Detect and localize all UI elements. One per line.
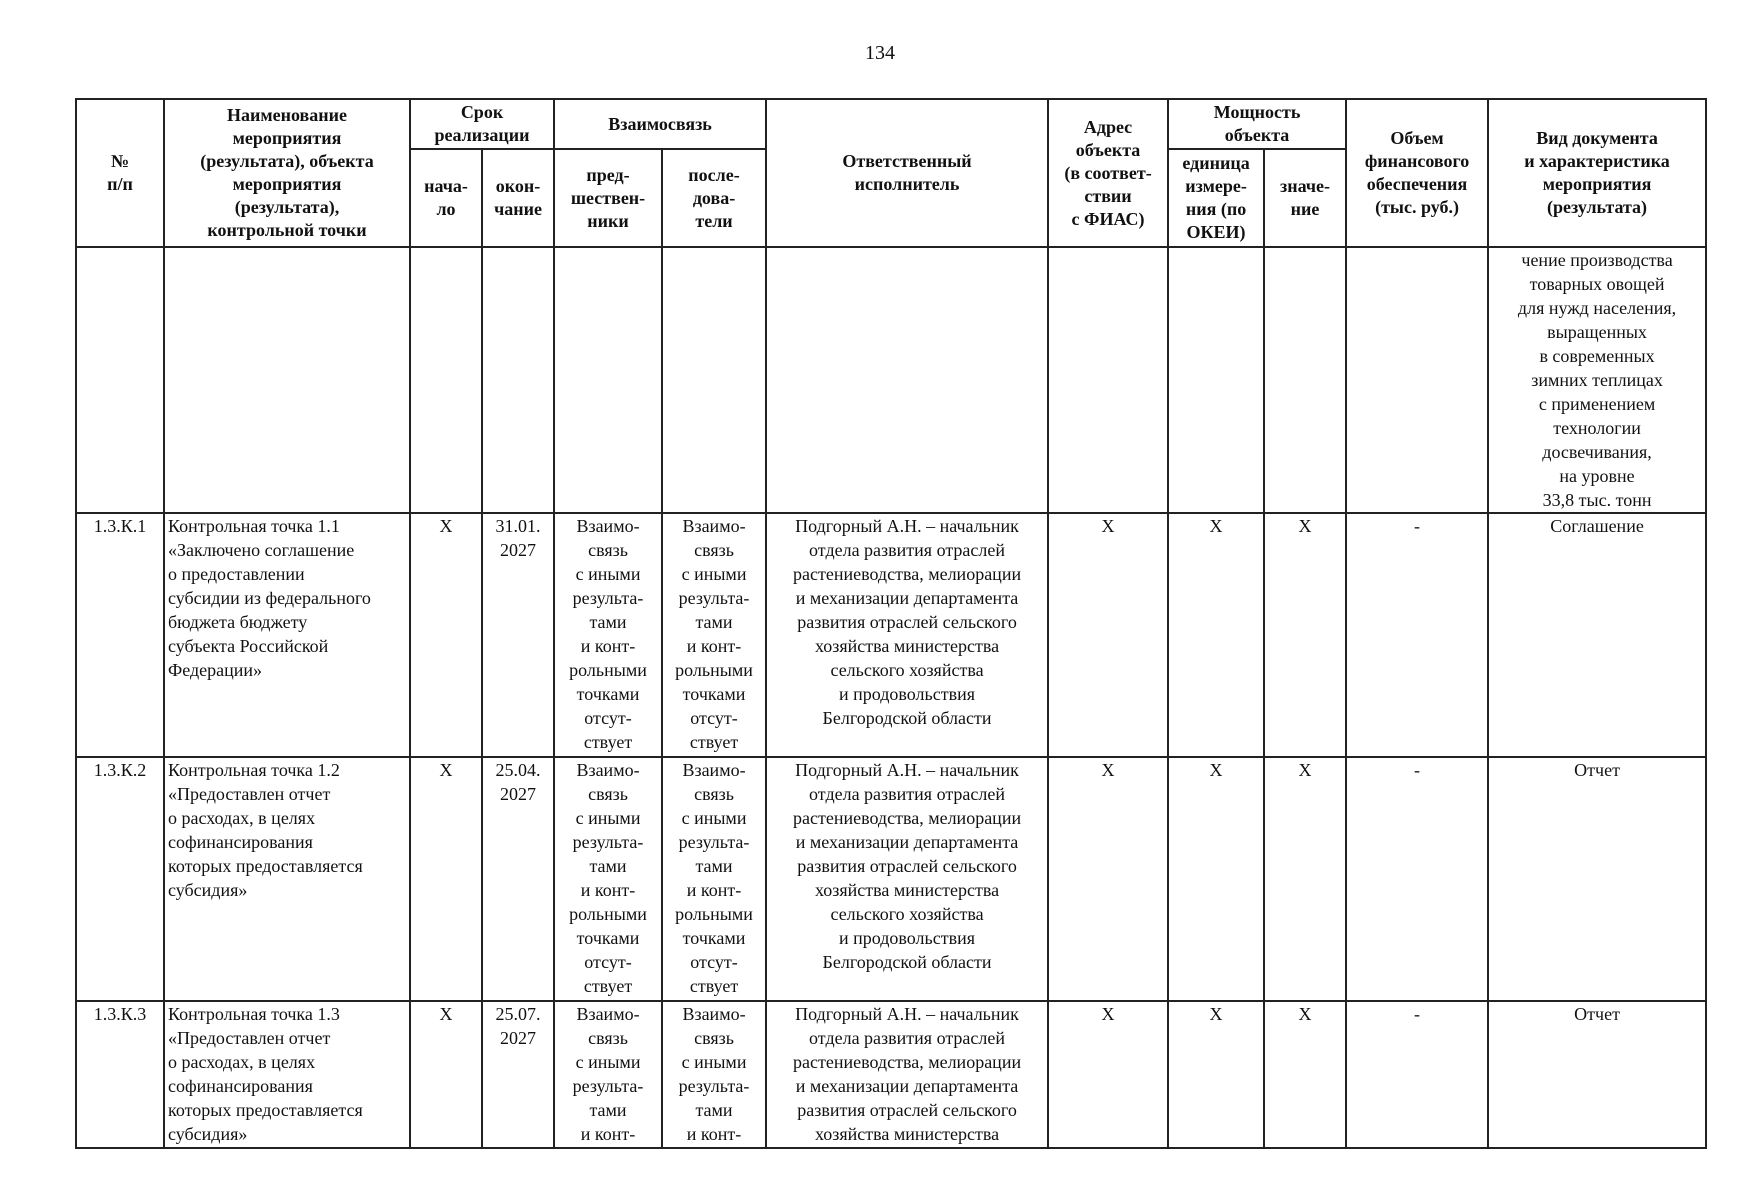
header-relation-predecessors: пред- шествен- ники <box>554 149 662 247</box>
row-number: 1.3.К.3 <box>76 1001 164 1148</box>
row-finance: - <box>1346 513 1488 757</box>
row-address: X <box>1048 757 1168 1001</box>
row-responsible: Подгорный А.Н. – начальник отдела развития отраслей растениеводства, мелиорации и механизации департамента развития отраслей сельского хозяйства министерства <box>766 1001 1048 1148</box>
row-document: Соглашение <box>1488 513 1706 757</box>
table-cell <box>554 247 662 513</box>
table-cell <box>1168 247 1264 513</box>
header-address: Адрес объекта (в соответ- ствии с ФИАС) <box>1048 99 1168 247</box>
row-address: X <box>1048 1001 1168 1148</box>
header-capacity: Мощность объекта <box>1168 99 1346 149</box>
row-responsible: Подгорный А.Н. – начальник отдела развития отраслей растениеводства, мелиорации и механизации департамента развития отраслей сельского хозяйства министерства сельского хозяйства и продовольствия Белгородской области <box>766 757 1048 1001</box>
row-capacity-value: X <box>1264 1001 1346 1148</box>
row-predecessors: Взаимо- связь с иными результа- тами и конт- <box>554 1001 662 1148</box>
row-address: X <box>1048 513 1168 757</box>
row-number: 1.3.К.1 <box>76 513 164 757</box>
row-capacity-value: X <box>1264 757 1346 1001</box>
row-capacity-value: X <box>1264 513 1346 757</box>
row-finance: - <box>1346 757 1488 1001</box>
table-cell <box>164 247 410 513</box>
row-finance: - <box>1346 1001 1488 1148</box>
table-cell <box>410 247 482 513</box>
row-successors: Взаимо- связь с иными результа- тами и конт- рольными точками отсут- ствует <box>662 513 766 757</box>
row-capacity-unit: X <box>1168 513 1264 757</box>
table-cell <box>1048 247 1168 513</box>
header-capacity-unit: единица измере- ния (по ОКЕИ) <box>1168 149 1264 247</box>
header-finance: Объем финансового обеспечения (тыс. руб.) <box>1346 99 1488 247</box>
row-document: Отчет <box>1488 1001 1706 1148</box>
row-document: Отчет <box>1488 757 1706 1001</box>
row-end: 25.07. 2027 <box>482 1001 554 1148</box>
row-successors: Взаимо- связь с иными результа- тами и конт- <box>662 1001 766 1148</box>
header-number: № п/п <box>76 99 164 247</box>
row-predecessors: Взаимо- связь с иными результа- тами и конт- рольными точками отсут- ствует <box>554 757 662 1001</box>
row-end: 25.04. 2027 <box>482 757 554 1001</box>
row-successors: Взаимо- связь с иными результа- тами и конт- рольными точками отсут- ствует <box>662 757 766 1001</box>
row-start: X <box>410 1001 482 1148</box>
table-cell <box>76 247 164 513</box>
continuation-document-text: чение производства товарных овощей для нужд населения, выращенных в современных зимних теплицах с применением технологии досвечивания, на уровне 33,8 тыс. тонн <box>1488 247 1706 513</box>
row-start: X <box>410 757 482 1001</box>
row-capacity-unit: X <box>1168 1001 1264 1148</box>
row-name: Контрольная точка 1.2 «Предоставлен отчет о расходах, в целях софинансирования которых предоставляется субсидия» <box>164 757 410 1001</box>
row-number: 1.3.К.2 <box>76 757 164 1001</box>
row-name: Контрольная точка 1.3 «Предоставлен отчет о расходах, в целях софинансирования которых предоставляется субсидия» <box>164 1001 410 1148</box>
page-number: 134 <box>865 42 895 64</box>
header-name: Наименование мероприятия (результата), объекта мероприятия (результата), контрольной точки <box>164 99 410 247</box>
table-cell <box>1264 247 1346 513</box>
row-predecessors: Взаимо- связь с иными результа- тами и конт- рольными точками отсут- ствует <box>554 513 662 757</box>
table-cell <box>766 247 1048 513</box>
table-row <box>76 1001 1706 1148</box>
row-responsible: Подгорный А.Н. – начальник отдела развития отраслей растениеводства, мелиорации и механизации департамента развития отраслей сельского хозяйства министерства сельского хозяйства и продовольствия Белгородской области <box>766 513 1048 757</box>
header-term-start: нача- ло <box>410 149 482 247</box>
row-start: X <box>410 513 482 757</box>
header-capacity-value: значе- ние <box>1264 149 1346 247</box>
table-row <box>76 513 1706 757</box>
header-document: Вид документа и характеристика мероприятия (результата) <box>1488 99 1706 247</box>
row-end: 31.01. 2027 <box>482 513 554 757</box>
header-term-end: окон- чание <box>482 149 554 247</box>
row-name: Контрольная точка 1.1 «Заключено соглашение о предоставлении субсидии из федерального бюджета бюджету субъекта Российской Федерации» <box>164 513 410 757</box>
table-row-continuation <box>76 247 1706 513</box>
row-capacity-unit: X <box>1168 757 1264 1001</box>
header-term: Срок реализации <box>410 99 554 149</box>
activities-table <box>75 98 1707 1149</box>
header-relation: Взаимосвязь <box>554 99 766 149</box>
header-relation-successors: после- дова- тели <box>662 149 766 247</box>
header-responsible: Ответственный исполнитель <box>766 99 1048 247</box>
table-row <box>76 757 1706 1001</box>
table-cell <box>1346 247 1488 513</box>
table-cell <box>482 247 554 513</box>
table-cell <box>662 247 766 513</box>
